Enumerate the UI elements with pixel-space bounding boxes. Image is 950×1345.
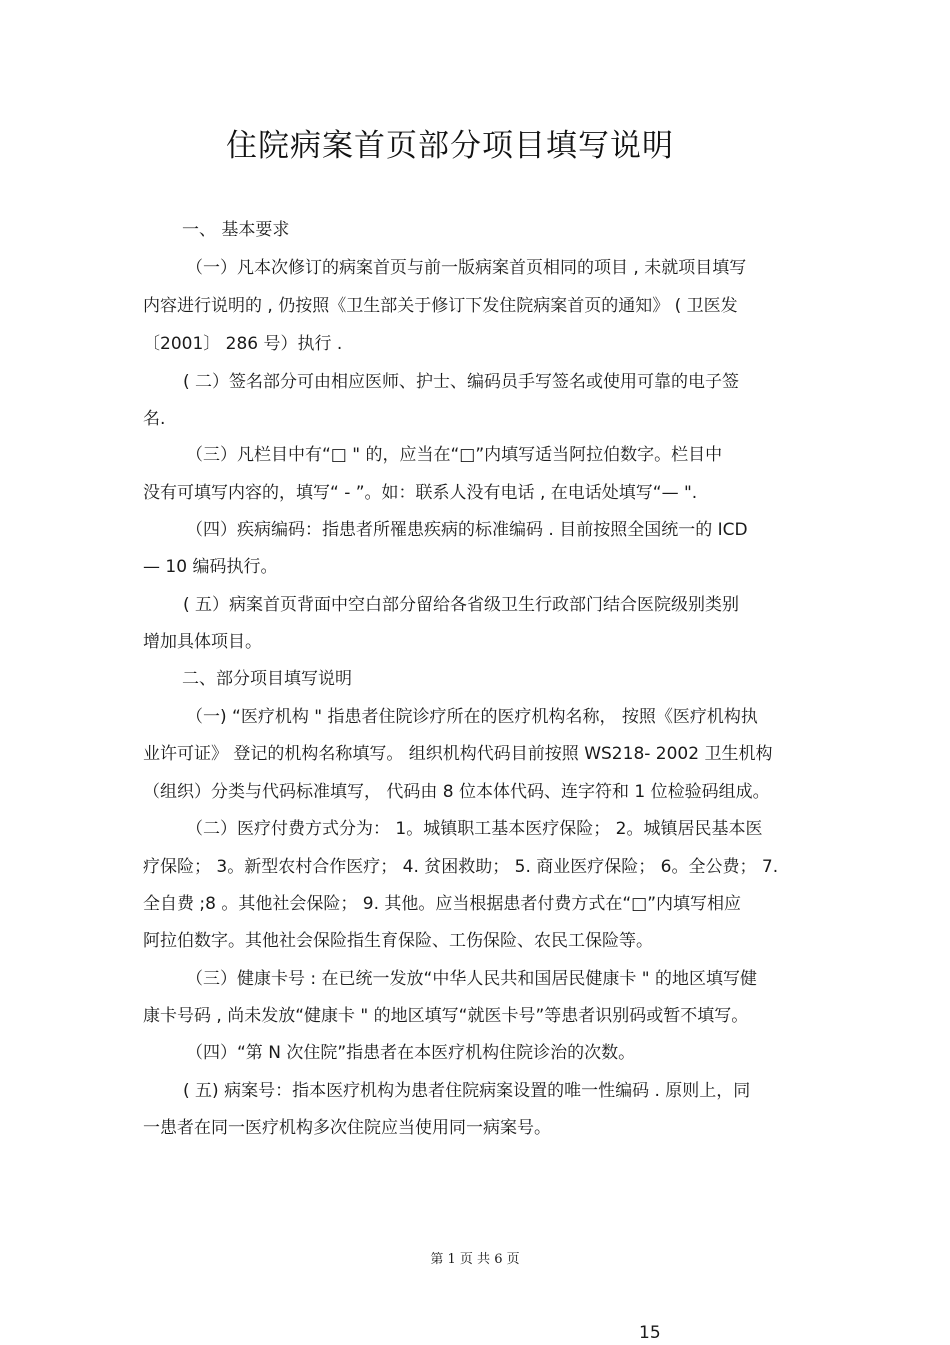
paragraph-line: 〔2001〕 286 号）执行 . [143,334,343,354]
paragraph-line: ( 五) 病案号：指本医疗机构为患者住院病案设置的唯一性编码 . 原则上，同 [183,1081,751,1101]
paragraph-line: 内容进行说明的 , 仍按照《卫生部关于修订下发住院病案首页的通知》 ( 卫医发 [143,296,738,316]
paragraph-line: 没有可填写内容的，填写“ - ”。如：联系人没有电话 , 在电话处填写“— ". [143,483,698,503]
section-heading: 二、部分项目填写说明 [182,669,352,689]
paragraph-line: ( 五）病案首页背面中空白部分留给各省级卫生行政部门结合医院级别类别 [183,595,740,615]
paragraph-line: （三）健康卡号 : 在已统一发放“中华人民共和国居民健康卡 " 的地区填写健 [186,969,757,989]
paragraph-line: ( 二）签名部分可由相应医师、护士、编码员手写签名或使用可靠的电子签 [183,372,740,392]
page-number: 15 [639,1323,661,1343]
paragraph-line: （二）医疗付费方式分为： 1。城镇职工基本医疗保险； 2。城镇居民基本医 [186,819,763,839]
paragraph-line: （四）“第 N 次住院”指患者在本医疗机构住院诊治的次数。 [186,1043,636,1063]
paragraph-line: （组织）分类与代码标准填写， 代码由 8 位本体代码、连字符和 1 位检验码组成。 [143,782,770,802]
paragraph-line: （三）凡栏目中有“□ " 的，应当在“□”内填写适当阿拉伯数字。栏目中 [186,445,723,465]
paragraph-line: 一患者在同一医疗机构多次住院应当使用同一病案号。 [143,1118,551,1138]
section-heading: 一、 基本要求 [182,220,290,240]
paragraph-line: 全自费 ;8 。其他社会保险； 9. 其他。应当根据患者付费方式在“□”内填写相应 [143,894,742,914]
page-footer: 第 1 页 共 6 页 [430,1252,520,1267]
paragraph-line: （四）疾病编码：指患者所罹患疾病的标准编码 . 目前按照全国统一的 ICD [186,520,748,540]
paragraph-line: 业许可证》 登记的机构名称填写。 组织机构代码目前按照 WS218- 2002 卫生机构 [143,744,773,764]
paragraph-line: — 10 编码执行。 [143,557,278,577]
paragraph-line: 增加具体项目。 [143,632,262,652]
paragraph-line: （一) “医疗机构 " 指患者住院诊疗所在的医疗机构名称， 按照《医疗机构执 [186,707,758,727]
page-title: 住院病案首页部分项目填写说明 [226,128,674,164]
paragraph-line: 疗保险； 3。新型农村合作医疗； 4. 贫困救助； 5. 商业医疗保险； 6。全公费； 7. [143,857,779,877]
paragraph-line: 康卡号码 , 尚未发放“健康卡 " 的地区填写“就医卡号”等患者识别码或暂不填写。 [143,1006,749,1026]
paragraph-line: 名. [143,409,166,429]
paragraph-line: （一）凡本次修订的病案首页与前一版病案首页相同的项目 , 未就项目填写 [186,258,747,278]
paragraph-line: 阿拉伯数字。其他社会保险指生育保险、工伤保险、农民工保险等。 [143,931,653,951]
